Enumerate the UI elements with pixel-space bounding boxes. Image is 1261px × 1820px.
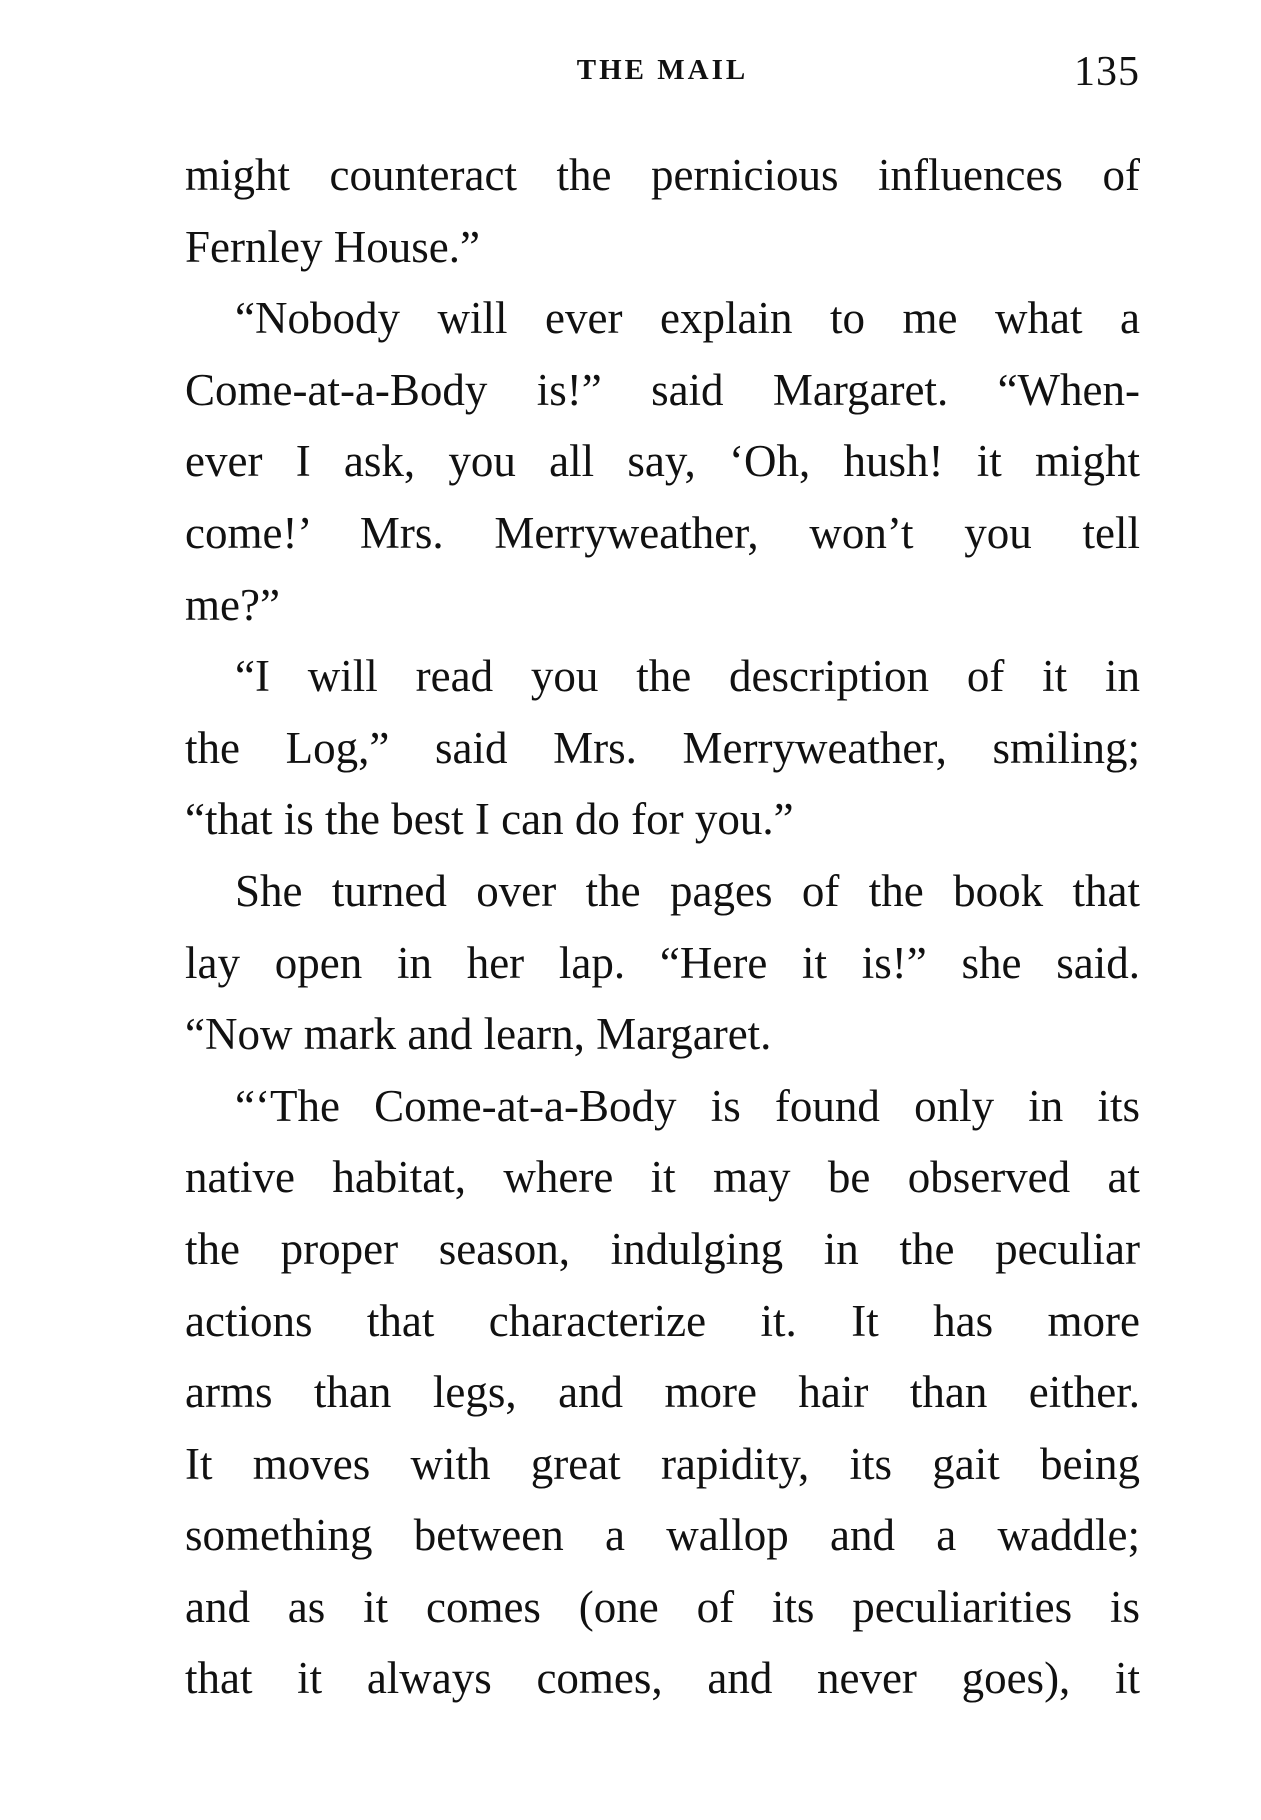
text-line: She turned over the pages of the book that: [235, 865, 1140, 916]
text-line: lay open in her lap. “Here it is!” she said.: [185, 937, 1140, 988]
text-line: actions that characterize it. It has more: [185, 1295, 1140, 1346]
text-line: that it always comes, and never goes), it: [185, 1653, 1140, 1704]
text-line: Fernley House.”: [185, 221, 480, 272]
text-line: native habitat, where it may be observed at: [185, 1152, 1140, 1203]
body-text: [185, 140, 1140, 1715]
text-line: come!’ Mrs. Merryweather, won’t you tell: [185, 507, 1140, 558]
text-line: “I will read you the description of it in: [235, 651, 1140, 702]
text-line: “that is the best I can do for you.”: [185, 794, 794, 845]
text-line: the proper season, indulging in the peculiar: [185, 1223, 1140, 1274]
text-line: “Nobody will ever explain to me what a: [235, 293, 1140, 344]
running-head: [185, 48, 1140, 98]
text-line: ever I ask, you all say, ‘Oh, hush! it might: [185, 436, 1140, 487]
text-line: Come-at-a-Body is!” said Margaret. “When-: [185, 364, 1140, 415]
text-line: It moves with great rapidity, its gait being: [185, 1438, 1140, 1489]
text-line: “Now mark and learn, Margaret.: [185, 1009, 772, 1060]
text-line: might counteract the pernicious influences of: [185, 150, 1140, 200]
text-line: arms than legs, and more hair than either.: [185, 1367, 1140, 1418]
text-line: and as it comes (one of its peculiarities is: [185, 1581, 1140, 1632]
text-line: something between a wallop and a waddle;: [185, 1510, 1140, 1561]
text-line: me?”: [185, 579, 280, 630]
text-line: the Log,” said Mrs. Merryweather, smiling;: [185, 722, 1140, 773]
page-number: 135: [1074, 49, 1140, 95]
text-line: “‘The Come-at-a-Body is found only in its: [235, 1080, 1140, 1131]
running-title: THE MAIL: [576, 54, 749, 86]
